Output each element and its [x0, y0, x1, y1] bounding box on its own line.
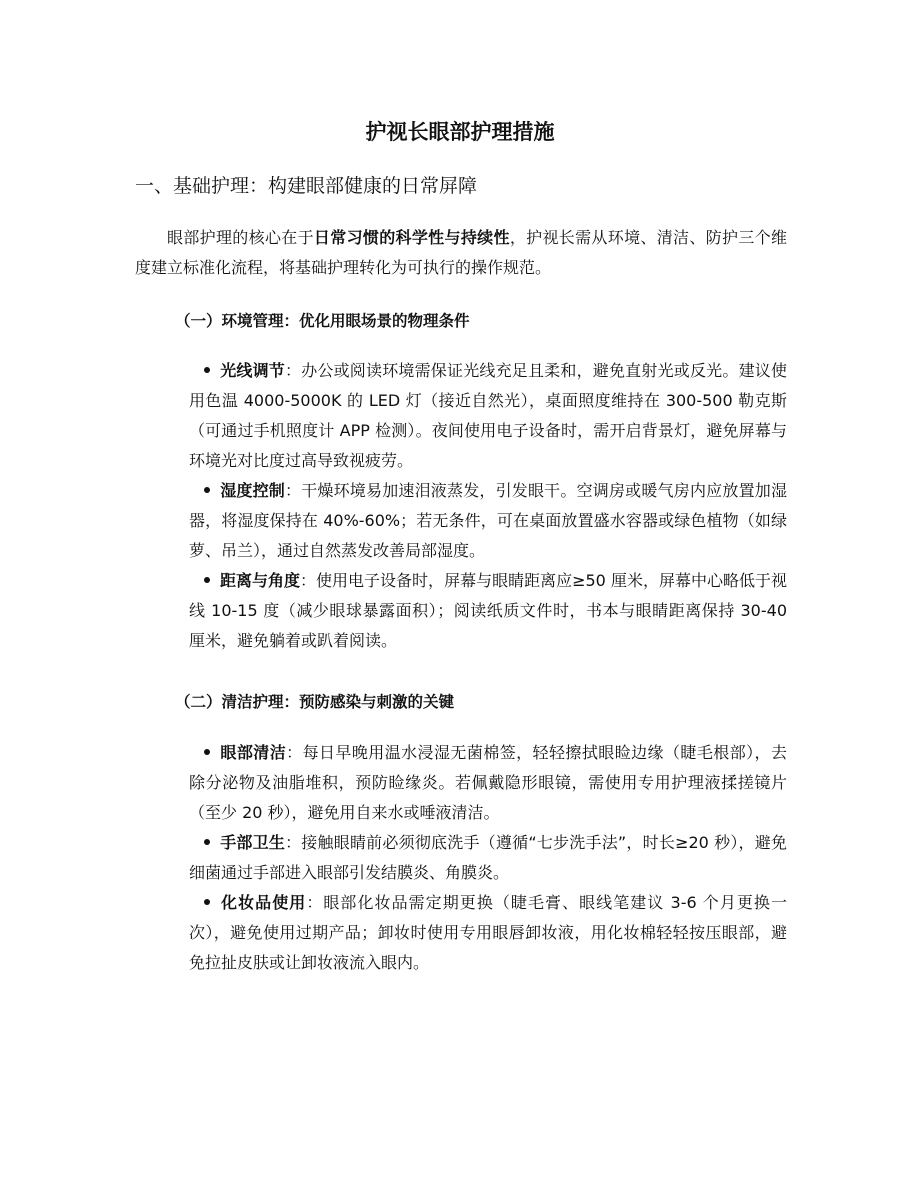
- item-text: ：使用电子设备时，屏幕与眼睛距离应≥50 厘米，屏幕中心略低于视线 10-15 度（减少眼球暴露面积）；阅读纸质文件时，书本与眼睛距离保持 30-40 厘米，避免躺着或趴着阅读。: [189, 571, 787, 650]
- item-text: ：每日早晚用温水浸湿无菌棉签，轻轻擦拭眼睑边缘（睫毛根部），去除分泌物及油脂堆积，预防睑缘炎。若佩戴隐形眼镜，需使用专用护理液揉搓镜片（至少 20 秒），避免用自来水或唾液清洁。: [189, 743, 787, 822]
- bullet-dot-icon: [204, 839, 210, 845]
- item-term: 湿度控制: [220, 481, 285, 500]
- bullet-dot-icon: [204, 487, 210, 493]
- subsection-heading-environment: （一）环境管理：优化用眼场景的物理条件: [175, 312, 470, 330]
- list-item: [189, 566, 787, 656]
- item-text: ：办公或阅读环境需保证光线充足且柔和，避免直射光或反光。建议使用色温 4000-5000K 的 LED 灯（接近自然光），桌面照度维持在 300-500 勒克斯（可通过手机照度计 APP 检测）。夜间使用电子设备时，需开启背景灯，避免屏幕与环境光对比度过高导致视疲劳。: [189, 361, 787, 470]
- list-item: [189, 356, 787, 476]
- list-item: [189, 738, 787, 828]
- intro-text-end: ，护视长需从环境、清洁、防护三个维度建立标准化流程，将基础护理转化为可执行的操作规范。: [135, 228, 787, 277]
- list-item: [189, 828, 787, 888]
- intro-emphasis: 日常习惯的科学性与持续性: [313, 228, 510, 247]
- item-term: 光线调节: [220, 361, 285, 380]
- item-text: ：接触眼睛前必须彻底洗手（遵循“七步洗手法”，时长≥20 秒），避免细菌通过手部进入眼部引发结膜炎、角膜炎。: [189, 833, 787, 882]
- intro-paragraph: [135, 223, 787, 283]
- item-term: 距离与角度: [220, 571, 301, 590]
- item-term: 手部卫生: [220, 833, 286, 852]
- cleaning-list: [189, 738, 787, 978]
- environment-list: [189, 356, 787, 656]
- bullet-dot-icon: [204, 577, 210, 583]
- item-text: ：干燥环境易加速泪液蒸发，引发眼干。空调房或暖气房内应放置加湿器，将湿度保持在 40%-60%；若无条件，可在桌面放置盛水容器或绿色植物（如绿萝、吊兰），通过自然蒸发改善局部湿度。: [189, 481, 787, 560]
- intro-text-start: 眼部护理的核心在于: [167, 228, 314, 247]
- bullet-dot-icon: [204, 367, 210, 373]
- list-item: [189, 476, 787, 566]
- document-title: 护视长眼部护理措施: [365, 120, 555, 144]
- bullet-dot-icon: [204, 749, 210, 755]
- bullet-dot-icon: [204, 899, 210, 905]
- item-term: 化妆品使用: [220, 893, 307, 912]
- list-item: [189, 888, 787, 978]
- section-heading-basic-care: 一、基础护理：构建眼部健康的日常屏障: [135, 175, 478, 197]
- subsection-heading-cleaning: （二）清洁护理：预防感染与刺激的关键: [175, 693, 455, 711]
- item-text: ：眼部化妆品需定期更换（睫毛膏、眼线笔建议 3-6 个月更换一次），避免使用过期产品；卸妆时使用专用眼唇卸妆液，用化妆棉轻轻按压眼部，避免拉扯皮肤或让卸妆液流入眼内。: [189, 893, 787, 972]
- item-term: 眼部清洁: [220, 743, 287, 762]
